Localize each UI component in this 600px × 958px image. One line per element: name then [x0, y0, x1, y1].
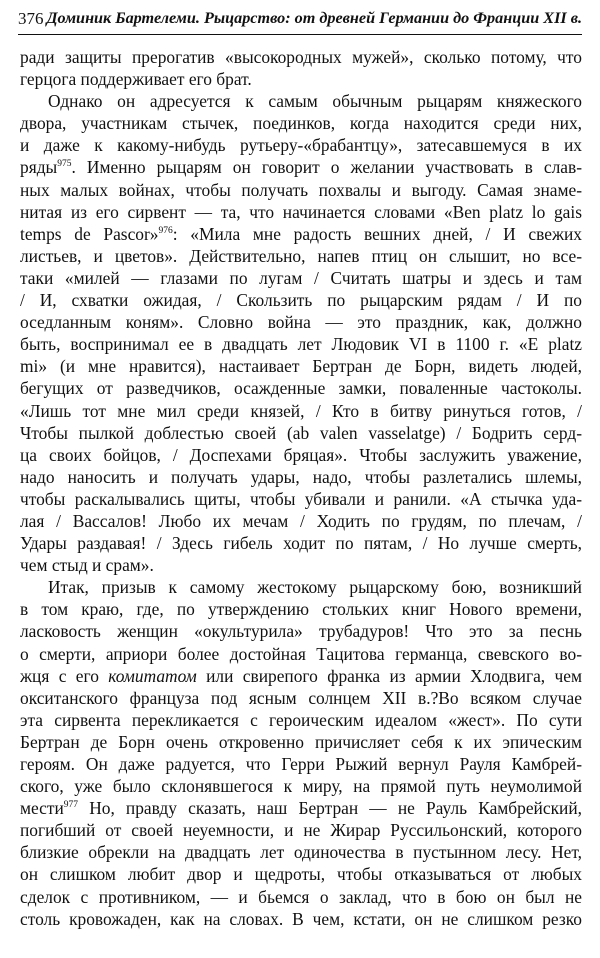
page-number: 376 [18, 9, 44, 28]
footnote-ref: 977 [63, 800, 79, 811]
text-line: он слишком любит двор и щедроты, чтобы отказываться от любых [20, 864, 582, 885]
text-line: ласковость женщин «окультурила» трубадуров! Что это за песнь [20, 621, 582, 642]
text-line: и даже к какому-нибудь рутьеру-«брабантцу», затесавшемуся в их [20, 135, 582, 156]
text-line: мести$^{977}$ Но, правду сказать, наш Бертран — не Рауль Камбрейский, [20, 798, 582, 819]
text-line: / И, схватки ожидая, / Скользить по рыцарским рядам / И по [20, 290, 582, 311]
text-line: таки «милей — глазами по лугам / Считать шатры и здесь и там [20, 267, 582, 288]
text-line: Бертран де Борн очень откровенно причисляет себя к их эпическим [20, 731, 582, 752]
body-text [20, 46, 582, 930]
text-line: бегущих от разведчиков, осажденные замки, поваленные частоколы. [20, 378, 582, 399]
text-line: сделок с противником, — и бьемся о заклад, что в бою он был не [20, 886, 582, 907]
text-line: эта сирвента перекликается с героическим идеалом «жест». По сути [20, 709, 582, 730]
text-line: лая / Вассалов! Любо их мечам / Ходить по грудям, по плечам, / [20, 510, 582, 531]
text-line: ряды$^{975}$. Именно рыцарям он говорит о желании участвовать в слав- [20, 157, 582, 178]
text-line: быть, воспринимал ее в двадцать лет Людовик VI в 1100 г. «E platz [20, 334, 582, 355]
emphasis: комитатом [108, 665, 197, 686]
text-line: героям. Он даже радуется, что Герри Рыжий вернул Рауля Камбрей- [20, 754, 582, 774]
text-line: ца своих бойцов, / Доспехами бряцая». Чтобы заслужить уважение, [20, 444, 582, 465]
footnote-ref: 976 [158, 225, 173, 236]
text-line: «Лишь тот мне мил среди князей, / Кто в битву ринуться готов, / [20, 400, 582, 421]
text-line: двора, участникам стычек, поединков, когда находится среди них, [20, 113, 582, 134]
text-line: ных малых войнах, чтобы получать похвалы и выгоду. Самая знаме- [20, 179, 582, 200]
footnote-ref: 975 [57, 159, 72, 170]
text-line: листьев, и цветов». Действительно, напев птиц он слышит, но все- [20, 245, 582, 266]
text-line: герцога поддерживает его брат. [20, 69, 252, 90]
text-line: надо наносить и получать удары, надо, чтобы разлетались шлемы, [20, 466, 582, 487]
text-line: чем стыд и срам». [20, 555, 154, 576]
text-line: о смерти, априори более достойная Тацитова германца, свевского во- [20, 643, 582, 664]
text-line: Чтобы пылкой доблестью своей (ab valen vasselatge) / Бодрить серд- [20, 422, 582, 443]
text-line: Удары раздавая! / Здесь гибель ходит по пятам, / Но лучше смерть, [20, 533, 582, 554]
text-line: нитая из его сирвент — та, что начинается словами «Ben platz lo gais [20, 201, 582, 222]
text-line: temps de Pascor»$^{976}$: «Мила мне радость вешних дней, / И свежих [20, 223, 582, 244]
text-line: Итак, призыв к самому жестокому рыцарскому бою, возникший [48, 577, 582, 598]
text-line: mi» (и мне нравится), настаивает Бертран де Борн, видеть людей, [20, 356, 582, 377]
text-line: погибший от своей неуемности, и не Жирар Руссильонский, которого [20, 820, 582, 841]
text-line: близкие обрекли на двадцать лет одиночества в пустынном лесу. Нет, [20, 842, 582, 863]
text-line: ради защиты прерогатив «высокородных мужей», сколько потому, что [20, 47, 582, 67]
text-line: в том краю, где, по утверждению стольких книг Нового времени, [20, 599, 582, 620]
text-line: жця с его комитатом или свирепого франка из армии Хлодвига, чем [20, 665, 582, 686]
text-line: ского, уже было склонявшегося к миру, на прямой путь неумолимой [20, 776, 582, 797]
text-line: оседланным коням». Словно война — это праздник, как, должно [20, 312, 582, 333]
running-title: Доминик Бартелеми. Рыцарство: от древней Германии до Франции XII в. [46, 9, 582, 27]
text-line: окситанского француза под ясным солнцем XII в.?Во всяком случае [20, 687, 582, 708]
text-line: чтобы раскалывались щиты, чтобы убивали и ранили. «А стычка уда- [20, 488, 582, 509]
text-line: Однако он адресуется к самым обычным рыцарям княжеского [48, 91, 582, 112]
running-header [18, 8, 582, 35]
text-line: столь кровожаден, как на словах. В чем, кстати, он не слишком резко [20, 908, 582, 929]
